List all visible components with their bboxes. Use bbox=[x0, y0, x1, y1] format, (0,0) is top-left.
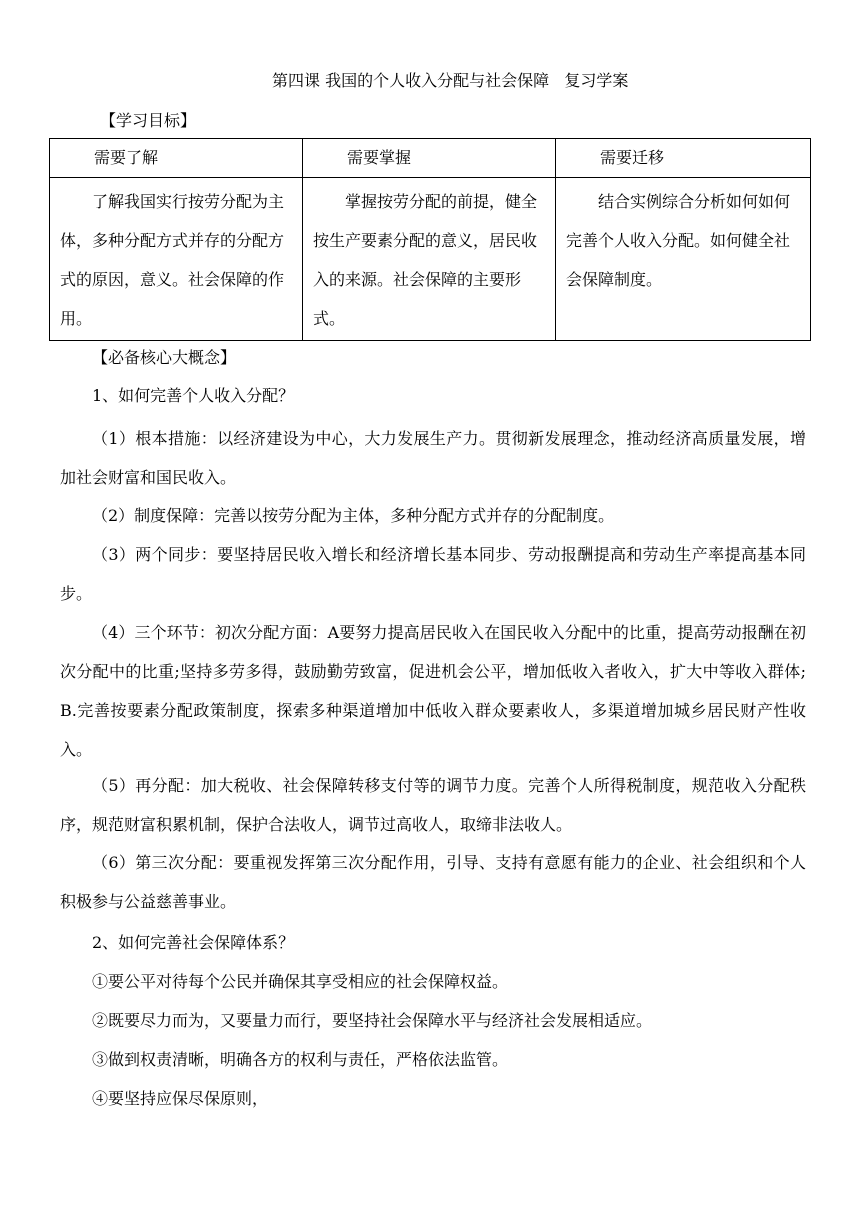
table-header-cell: 需要掌握 bbox=[303, 139, 556, 178]
list-item: ①要公平对待每个公民并确保其享受相应的社会保障权益。 bbox=[92, 972, 509, 991]
table-row bbox=[50, 178, 811, 341]
paragraph: （6）第三次分配：要重视发挥第三次分配作用，引导、支持有意愿有能力的企业、社会组织和个人积极参与公益慈善事业。 bbox=[60, 853, 806, 911]
paragraph: （2）制度保障：完善以按劳分配为主体，多种分配方式并存的分配制度。 bbox=[92, 506, 615, 525]
paragraph: （5）再分配：加大税收、社会保障转移支付等的调节力度。完善个人所得税制度，规范收入分配秩序，规范财富积累机制，保护合法收人，调节过高收人，取缔非法收人。 bbox=[60, 776, 806, 834]
list-item: ③做到权责清晰，明确各方的权利与责任，严格依法监管。 bbox=[92, 1050, 509, 1069]
paragraph: （1）根本措施：以经济建设为中心，大力发展生产力。贯彻新发展理念，推动经济高质量发展，增加社会财富和国民收入。 bbox=[60, 429, 806, 487]
table-header-cell: 需要迁移 bbox=[556, 139, 811, 178]
section-heading-core: 【必备核心大概念】 bbox=[92, 348, 237, 367]
paragraph: （3）两个同步：要坚持居民收入增长和经济增长基本同步、劳动报酬提高和劳动生产率提高基本同步。 bbox=[60, 545, 806, 603]
list-item: ④要坚持应保尽保原则， bbox=[92, 1089, 269, 1108]
list-item: ②既要尽力而为，又要量力而行，要坚持社会保障水平与经济社会发展相适应。 bbox=[92, 1011, 653, 1030]
learning-goals-table bbox=[49, 138, 811, 341]
question-heading: 1、如何完善个人收入分配？ bbox=[92, 386, 295, 405]
table-header-row bbox=[50, 139, 811, 178]
table-cell: 结合实例综合分析如何如何完善个人收入分配。如何健全社会保障制度。 bbox=[556, 178, 811, 341]
table-cell: 了解我国实行按劳分配为主体，多种分配方式并存的分配方式的原因，意义。社会保障的作用。 bbox=[50, 178, 303, 341]
question-heading: 2、如何完善社会保障体系？ bbox=[92, 933, 295, 952]
table-cell: 掌握按劳分配的前提，健全按生产要素分配的意义，居民收入的来源。社会保障的主要形式。 bbox=[303, 178, 556, 341]
table-header-cell: 需要了解 bbox=[50, 139, 303, 178]
page-title: 第四课 我国的个人收入分配与社会保障 复习学案 bbox=[272, 71, 629, 90]
section-heading-goals: 【学习目标】 bbox=[100, 111, 197, 130]
paragraph: （4）三个环节：初次分配方面：A要努力提高居民收入在国民收入分配中的比重，提高劳动报酬在初次分配中的比重;坚持多劳多得，鼓励勤劳致富，促进机会公平，增加低收入者收入，扩大中等收入群体; B.完善按要素分配政策制度，探索多种渠道增加中低收入群众要素收人，多渠道增加城乡居民财产性收入。 bbox=[60, 623, 806, 759]
